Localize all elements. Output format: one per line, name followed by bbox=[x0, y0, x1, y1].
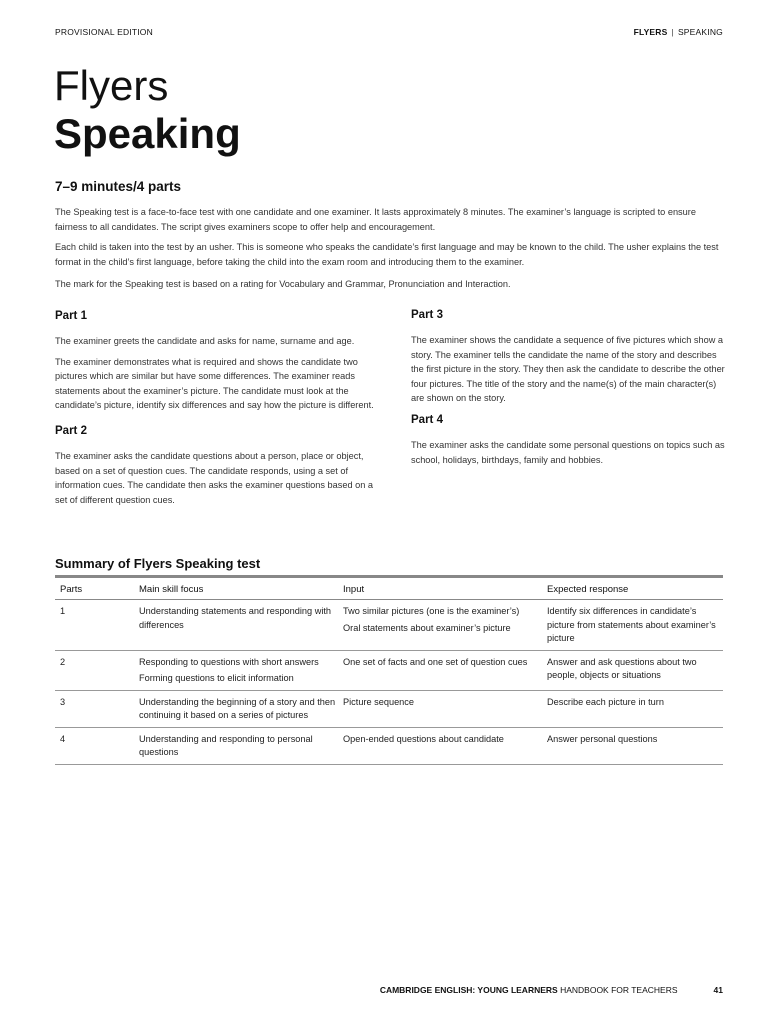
left-column bbox=[55, 308, 375, 513]
cell-input bbox=[338, 600, 542, 651]
intro-paragraph: The mark for the Speaking test is based on a rating for Vocabulary and Grammar, Pronunciation and Interaction. bbox=[55, 279, 511, 289]
header-exam: FLYERS bbox=[633, 27, 668, 37]
cell-part: 4 bbox=[55, 727, 134, 764]
header-section bbox=[634, 27, 723, 37]
part2-title: Part 2 bbox=[55, 424, 87, 437]
cell-response-text: Answer and ask questions about two people, objects or situations bbox=[547, 656, 697, 680]
part2-paragraph: The examiner asks the candidate questions about a person, place or object, based on a set of question cues. The candidate responds, using a set of information cues. The candidate then asks the examiner questions based on a set of different question cues. bbox=[55, 450, 374, 505]
header-input: Input bbox=[338, 577, 542, 600]
cell-part: 1 bbox=[55, 600, 134, 651]
footer-handbook: HANDBOOK FOR TEACHERS bbox=[560, 985, 678, 995]
header-edition: PROVISIONAL EDITION bbox=[55, 27, 153, 37]
cell-response bbox=[542, 600, 723, 651]
cell-response-text: Describe each picture in turn bbox=[547, 696, 664, 707]
cell-skill-text: Responding to questions with short answers bbox=[139, 656, 319, 667]
header-response: Expected response bbox=[542, 577, 723, 600]
page-title-level: Flyers bbox=[54, 62, 169, 109]
intro-paragraph: The Speaking test is a face-to-face test with one candidate and one examiner. It lasts approximately 8 minutes. The examiner’s language is scripted to ensure fairness to all candidates. The script gives examiners scope to offer help and encouragement. bbox=[55, 207, 696, 232]
table-row bbox=[55, 650, 723, 690]
cell-input-text: Open-ended questions about candidate bbox=[343, 733, 504, 744]
cell-response-text: Identify six differences in candidate’s picture from statements about examiner’s picture bbox=[547, 606, 716, 643]
cell-skill bbox=[134, 690, 338, 727]
page-number: 41 bbox=[713, 985, 723, 995]
part3-title: Part 3 bbox=[411, 309, 443, 321]
cell-skill bbox=[134, 600, 338, 651]
part3-paragraph: The examiner shows the candidate a sequence of five pictures which show a story. The examiner tells the candidate the name of the story and describes the first picture in the story. They then ask the candidate to describe the other four pictures. The title of the story and the name(s) of the main character(s) are shown on the story. bbox=[411, 335, 725, 404]
part4-paragraph: The examiner asks the candidate some personal questions on topics such as school, holidays, birthdays, family and hobbies. bbox=[411, 439, 725, 465]
cell-response bbox=[542, 727, 723, 764]
header-separator: | bbox=[671, 27, 674, 37]
part4-title: Part 4 bbox=[411, 413, 443, 426]
cell-skill-text: Understanding statements and responding with differences bbox=[139, 606, 332, 630]
cell-skill-text: Understanding and responding to personal questions bbox=[139, 733, 313, 757]
cell-input bbox=[338, 690, 542, 727]
cell-input bbox=[338, 727, 542, 764]
cell-response bbox=[542, 650, 723, 690]
duration-subheading: 7–9 minutes/4 parts bbox=[55, 179, 182, 194]
summary-table-wrapper bbox=[55, 575, 723, 765]
intro-paragraph: Each child is taken into the test by an usher. This is someone who speaks the candidate’s first language and may be known to the child. The usher explains the test format in the child’s first language, before taking the child into the exam room and introducing them to the examiner. bbox=[55, 242, 719, 267]
part1-title: Part 1 bbox=[55, 310, 87, 322]
part1-paragraph: The examiner demonstrates what is required and shows the candidate two pictures which are similar but have some differences. The examiner reads statements about the examiner’s picture. The candidate must look at the candidate’s picture, identify six differences and say how the picture is different. bbox=[55, 356, 374, 411]
summary-title: Summary of Flyers Speaking test bbox=[55, 556, 261, 571]
cell-skill bbox=[134, 650, 338, 690]
cell-skill-text: Forming questions to elicit information bbox=[139, 673, 294, 683]
header-parts: Parts bbox=[55, 577, 134, 600]
cell-input bbox=[338, 650, 542, 690]
table-row bbox=[55, 727, 723, 764]
cell-skill-text: Understanding the beginning of a story and then continuing it based on a series of pictures bbox=[139, 696, 336, 720]
cell-input-text: Two similar pictures (one is the examiner’s) bbox=[343, 606, 520, 616]
table-row bbox=[55, 600, 723, 651]
footer-series: CAMBRIDGE ENGLISH: YOUNG LEARNERS bbox=[379, 985, 558, 995]
cell-part: 3 bbox=[55, 690, 134, 727]
table-row bbox=[55, 690, 723, 727]
part1-paragraph: The examiner greets the candidate and asks for name, surname and age. bbox=[55, 336, 355, 346]
cell-part: 2 bbox=[55, 650, 134, 690]
cell-response bbox=[542, 690, 723, 727]
cell-response-text: Answer personal questions bbox=[547, 733, 658, 744]
page-footer bbox=[380, 985, 723, 995]
cell-input-text: Picture sequence bbox=[343, 696, 414, 707]
cell-input-text: One set of facts and one set of question cues bbox=[343, 656, 528, 667]
cell-input-text: Oral statements about examiner’s picture bbox=[343, 622, 511, 633]
cell-skill bbox=[134, 727, 338, 764]
right-column bbox=[411, 307, 727, 473]
table-header-row bbox=[55, 577, 723, 600]
header-skill: Main skill focus bbox=[134, 577, 338, 600]
page-title-paper: Speaking bbox=[54, 110, 241, 157]
header-paper: SPEAKING bbox=[677, 27, 723, 37]
summary-table bbox=[55, 575, 723, 765]
